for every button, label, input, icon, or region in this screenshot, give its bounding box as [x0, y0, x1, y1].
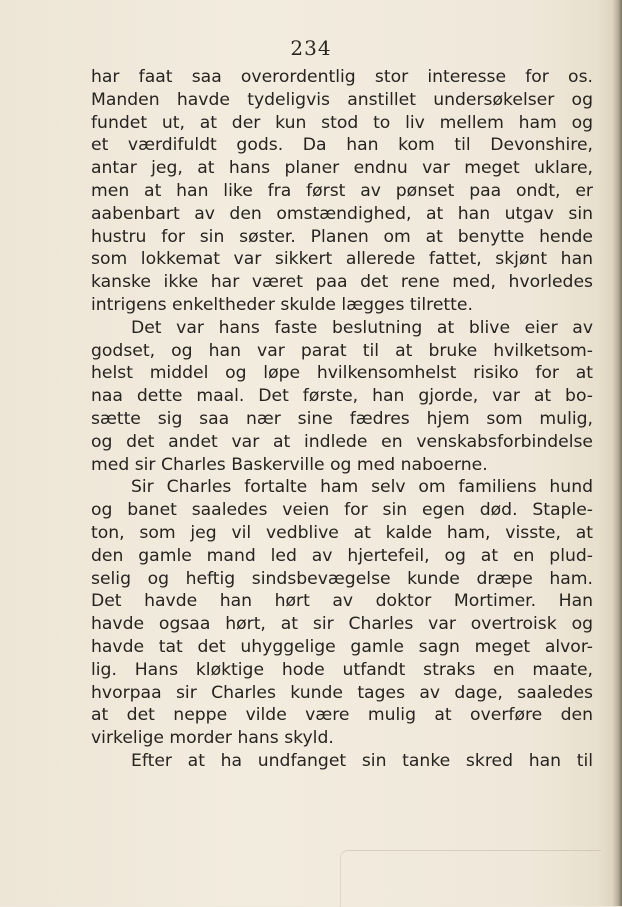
- text-line: sætte sig saa nær sine fædres hjem som mulig,: [91, 408, 593, 429]
- text-line: antar jeg, at hans planer endnu var meget uklare,: [91, 158, 593, 179]
- text-line: fundet ut, at der kun stod to liv mellem ham og: [91, 112, 593, 133]
- text-line: kanske ikke har været paa det rene med, hvorledes: [91, 272, 593, 293]
- text-line: den gamle mand led av hjertefeil, og at en plud-: [91, 545, 593, 566]
- text-line: aabenbart av den omstændighed, at han utgav sin: [91, 203, 593, 224]
- text-line: intrigens enkeltheder skulde lægges tilrette.: [91, 294, 473, 315]
- text-line: ton, som jeg vil vedblive at kalde ham, visste, at: [91, 522, 593, 543]
- paragraph: [91, 750, 593, 773]
- text-line: Sir Charles fortalte ham selv om familiens hund: [131, 477, 593, 498]
- text-line: havde ogsaa hørt, at sir Charles var overtroisk og: [91, 614, 593, 635]
- text-line: Det var hans faste beslutning at blive eier av: [131, 317, 593, 338]
- text-line: men at han like fra først av pønset paa ondt, er: [91, 180, 593, 201]
- text-line: at det neppe vilde være mulig at overføre den: [91, 705, 593, 726]
- text-line: Manden havde tydeligvis anstillet undersøkelser og: [91, 89, 593, 110]
- paragraph: [91, 476, 593, 750]
- text-line: og banet saaledes veien for sin egen død. Staple-: [91, 500, 593, 521]
- text-line: med sir Charles Baskerville og med naboerne.: [91, 454, 488, 475]
- text-line: et værdifuldt gods. Da han kom til Devonshire,: [91, 135, 593, 156]
- text-line: som lokkemat var sikkert allerede fattet, skjønt han: [91, 249, 593, 270]
- paragraph: [91, 317, 593, 477]
- text-line: hvorpaa sir Charles kunde tages av dage, saaledes: [91, 682, 593, 703]
- text-line: selig og heftig sindsbevægelse kunde dræpe ham.: [91, 568, 593, 589]
- page-number: 234: [290, 36, 332, 60]
- text-line: godset, og han var parat til at bruke hvilketsom-: [91, 340, 593, 361]
- text-line: virkelige morder hans skyld.: [91, 728, 334, 749]
- text-line: helst middel og løpe hvilkensomhelst risiko for at: [91, 363, 593, 384]
- text-line: lig. Hans kløktige hode utfandt straks en maate,: [91, 659, 593, 680]
- text-line: hustru for sin søster. Planen om at benytte hende: [91, 226, 593, 247]
- page-mark: [340, 850, 601, 907]
- body-text: [91, 66, 593, 773]
- text-line: Det havde han hørt av doktor Mortimer. Han: [91, 591, 593, 612]
- text-line: naa dette maal. Det første, han gjorde, var at bo-: [91, 386, 593, 407]
- page-edge-shadow: [612, 0, 622, 906]
- text-line: og det andet var at indlede en venskabsforbindelse: [91, 431, 593, 452]
- paragraph: [91, 66, 593, 317]
- text-line: havde tat det uhyggelige gamle sagn meget alvor-: [91, 636, 593, 657]
- text-line: Efter at ha undfanget sin tanke skred han til: [131, 750, 593, 771]
- text-line: har faat saa overordentlig stor interesse for os.: [91, 67, 593, 87]
